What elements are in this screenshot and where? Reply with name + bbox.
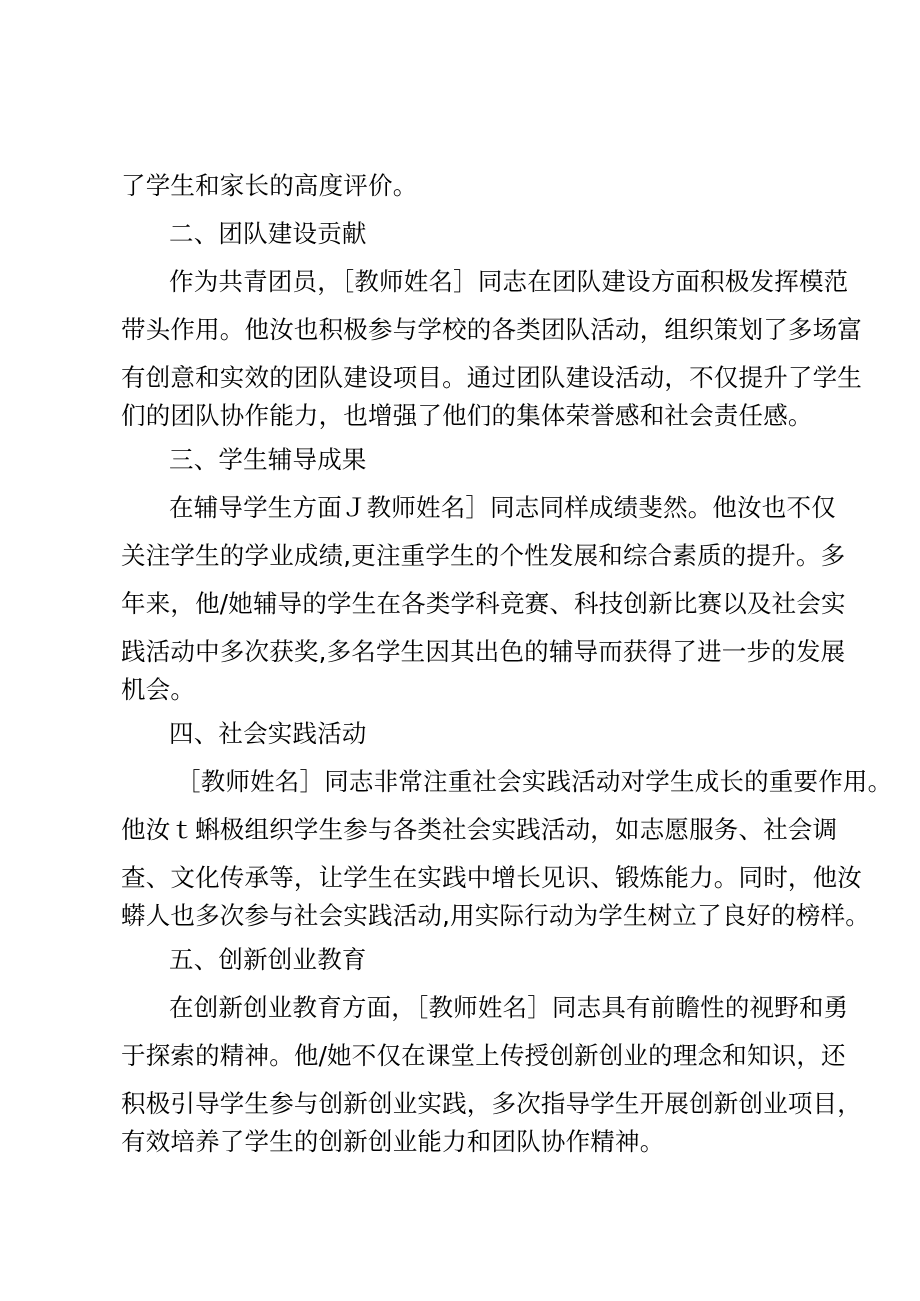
paragraph-line: 带头作用。他汝也积极参与学校的各类团队活动，组织策划了多场富 — [121, 315, 862, 344]
section-heading: 五、创新创业教育 — [169, 945, 367, 974]
paragraph-line: 年来，他/她辅导的学生在各类学科竞赛、科技创新比赛以及社会实 — [121, 589, 846, 618]
paragraph-line: 蟒人也多次参与社会实践活动,用实际行动为学生树立了良好的榜样。 — [121, 901, 870, 930]
paragraph-line: 践活动中多次获奖,多名学生因其出色的辅导而获得了进一步的发展 — [121, 637, 846, 666]
paragraph-line: 积极引导学生参与创新创业实践，多次指导学生开展创新创业项目， — [121, 1089, 862, 1118]
paragraph-line: 查、文化传承等，让学生在实践中增长见识、锻炼能力。同时，他汝 — [121, 863, 862, 892]
paragraph-line: 作为共青团员，［教师姓名］同志在团队建设方面积极发挥模范 — [169, 267, 849, 296]
paragraph-line: 他汝ｔ蝌极组织学生参与各类社会实践活动，如志愿服务、社会调 — [121, 815, 838, 844]
paragraph-line: 了学生和家长的高度评价。 — [121, 171, 418, 200]
paragraph-line: 们的团队协作能力，也增强了他们的集体荣誉感和社会责任感。 — [121, 401, 813, 430]
paragraph-line: 在创新创业教育方面，［教师姓名］同志具有前瞻性的视野和勇 — [169, 993, 849, 1022]
paragraph-line: 在辅导学生方面Ｊ教师姓名］同志同样成绩斐然。他汝也不仅 — [169, 493, 836, 522]
paragraph-line: 关注学生的学业成绩,更注重学生的个性发展和综合素质的提升。多 — [121, 541, 846, 570]
section-heading: 三、学生辅导成果 — [169, 445, 367, 474]
paragraph-line: 有效培养了学生的创新创业能力和团队协作精神。 — [121, 1127, 665, 1156]
paragraph-line: 有创意和实效的团队建设项目。通过团队建设活动，不仅提升了学生 — [121, 363, 862, 392]
section-heading: 二、团队建设贡献 — [169, 219, 367, 248]
paragraph-line: 于探索的精神。他/她不仅在课堂上传授创新创业的理念和知识，还 — [121, 1041, 846, 1070]
section-heading: 四、社会实践活动 — [169, 719, 367, 748]
paragraph-line: ［教师姓名］同志非常注重社会实践活动对学生成长的重要作用。 — [176, 767, 893, 796]
paragraph-line: 机会。 — [121, 675, 196, 704]
